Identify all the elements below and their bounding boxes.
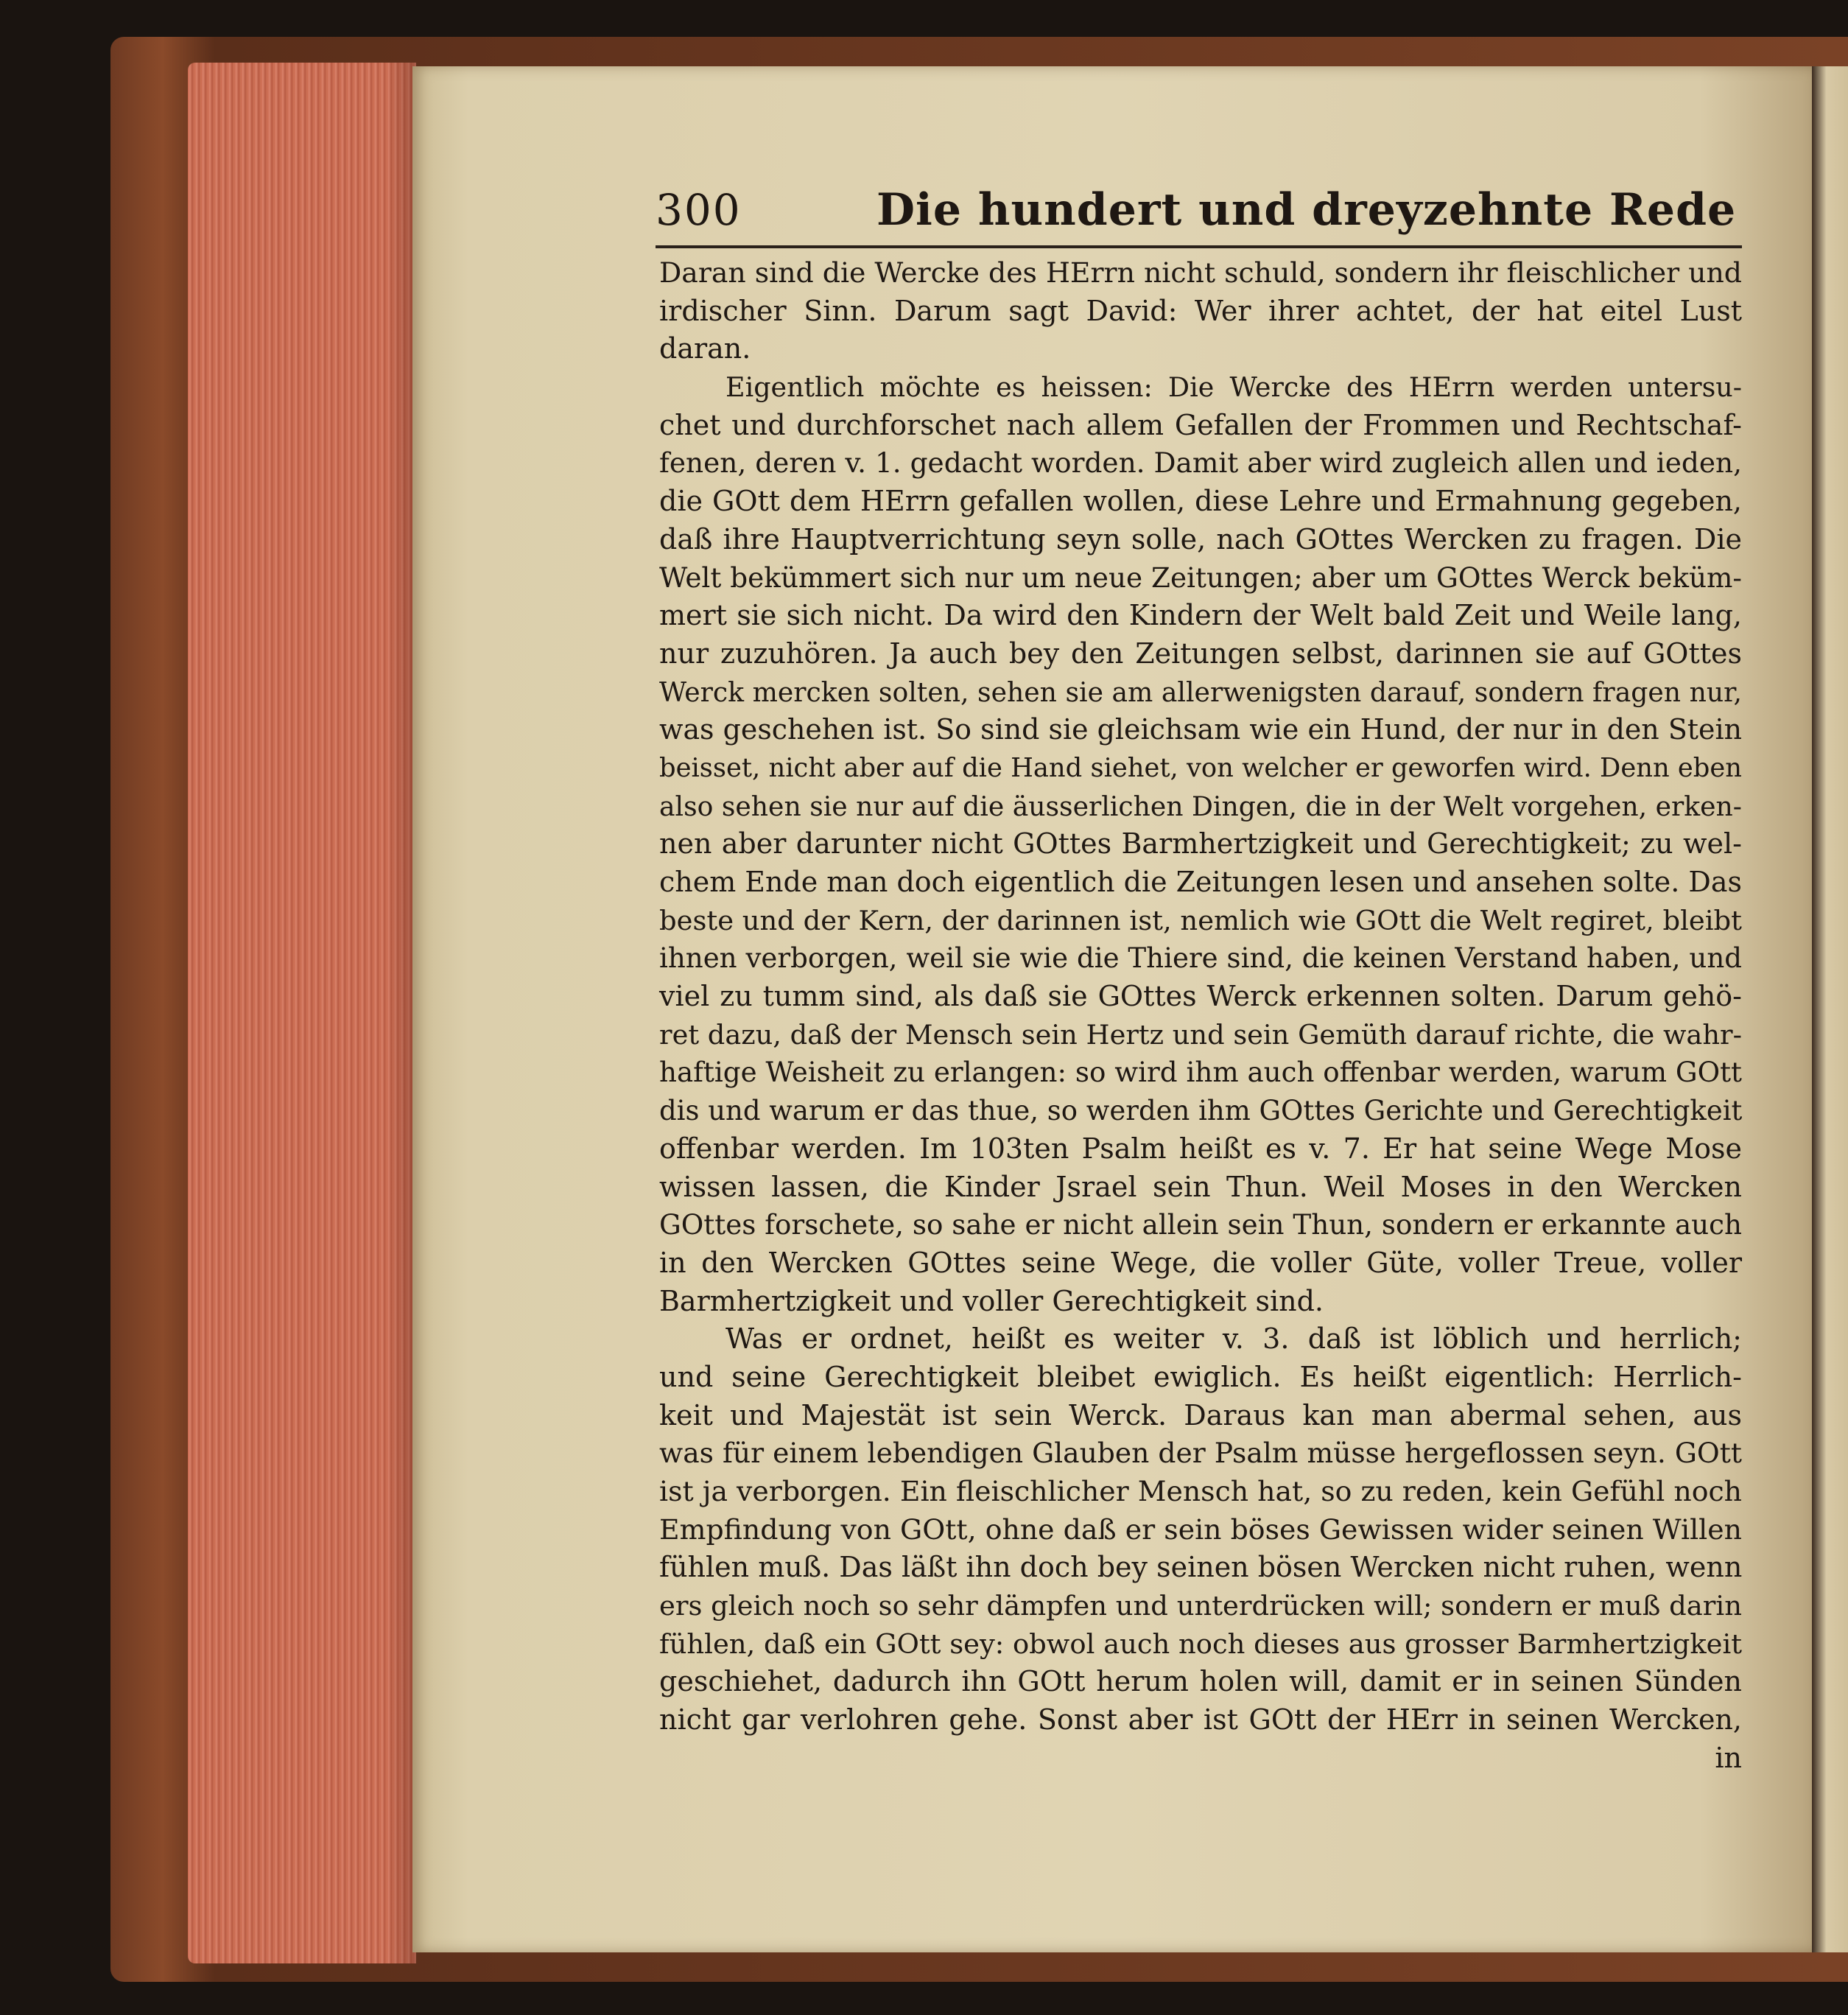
text-line: fühlen muß. Das läßt ihn doch bey seinen bösen Wercken nicht ruhen, wenn (659, 1551, 1743, 1584)
text-line: Barmhertzigkeit und voller Gerechtigkeit sind. (659, 1284, 1324, 1317)
text-line: keit und Majestät ist sein Werck. Daraus kan man abermal sehen, aus (659, 1398, 1742, 1431)
page-edges (188, 63, 416, 1963)
text-line: beisset, nicht aber auf die Hand siehet, von welcher er geworfen wird. Denn eben (659, 752, 1742, 783)
text-line: Welt bekümmert sich nur um neue Zeitungen; aber um GOttes Werck beküm- (659, 561, 1742, 594)
text-line: GOttes forschete, so sahe er nicht allein sein Thun, sondern er erkannte auch (659, 1208, 1742, 1241)
facing-page-edge (1812, 66, 1848, 1952)
text-line: chem Ende man doch eigentlich die Zeitungen lesen und ansehen solte. Das (659, 866, 1742, 898)
text-line: chet und durchforschet nach allem Gefallen der Frommen und Rechtschaf- (659, 408, 1742, 441)
text-line: fühlen, daß ein GOtt sey: obwol auch noch dieses aus grosser Barmhertzigkeit (659, 1627, 1743, 1660)
text-line: Eigentlich möchte es heissen: Die Wercke des HErrn werden untersu- (726, 371, 1742, 404)
text-line: ret dazu, daß der Mensch sein Hertz und sein Gemüth darauf richte, die wahr- (659, 1018, 1742, 1051)
catchword: in (1715, 1741, 1742, 1774)
text-line: ers gleich noch so sehr dämpfen und unterdrücken will; sondern er muß darin (659, 1590, 1742, 1622)
text-line: fenen, deren v. 1. gedacht worden. Damit aber wird zugleich allen und ieden, (659, 446, 1742, 480)
text-line: die GOtt dem HErrn gefallen wollen, diese Lehre und Ermahnung gegeben, (659, 485, 1742, 518)
text-line: in den Wercken GOttes seine Wege, die voller Güte, voller Treue, voller (659, 1246, 1742, 1279)
text-line: offenbar werden. Im 103ten Psalm heißt es v. 7. Er hat seine Wege Mose (659, 1132, 1742, 1165)
page-number: 300 (656, 185, 742, 235)
text-line: und seine Gerechtigkeit bleibet ewiglich. Es heißt eigentlich: Herrlich- (659, 1360, 1742, 1393)
text-line: nur zuzuhören. Ja auch bey den Zeitungen selbst, darinnen sie auf GOttes (659, 637, 1742, 670)
running-title: Die hundert und dreyzehnte Rede (876, 184, 1737, 236)
text-line: nicht gar verlohren gehe. Sonst aber ist GOtt der HErr in seinen Wercken, (659, 1703, 1742, 1737)
text-line: dis und warum er das thue, so werden ihm GOttes Gerichte und Gerechtigkeit (659, 1095, 1743, 1127)
text-line: viel zu tumm sind, als daß sie GOttes Werck erkennen solten. Darum gehö- (659, 980, 1742, 1013)
page-header (656, 181, 1742, 247)
text-line: was für einem lebendigen Glauben der Psalm müsse hergeflossen seyn. GOtt (659, 1437, 1742, 1470)
text-line: ihnen verborgen, weil sie wie die Thiere sind, die keinen Verstand haben, und (659, 942, 1742, 975)
text-line: daran. (659, 332, 751, 365)
text-line: nen aber darunter nicht GOttes Barmhertzigkeit und Gerechtigkeit; zu wel- (659, 827, 1742, 861)
text-line: also sehen sie nur auf die äusserlichen Dingen, die in der Welt vorgehen, erken- (659, 790, 1742, 822)
text-line: ist ja verborgen. Ein fleischlicher Mensch hat, so zu reden, kein Gefühl noch (659, 1475, 1742, 1507)
text-line: beste und der Kern, der darinnen ist, nemlich wie GOtt die Welt regiret, bleibt (659, 904, 1742, 936)
header-rule (656, 245, 1742, 248)
text-line: Werck mercken solten, sehen sie am allerwenigsten darauf, sondern fragen nur, (659, 676, 1742, 708)
text-line: geschiehet, dadurch ihn GOtt herum holen will, damit er in seinen Sünden (659, 1665, 1742, 1698)
text-line: haftige Weisheit zu erlangen: so wird ihm auch offenbar werden, warum GOtt (659, 1056, 1742, 1089)
text-line: wissen lassen, die Kinder Jsrael sein Thun. Weil Moses in den Wercken (659, 1170, 1742, 1203)
text-line: Daran sind die Wercke des HErrn nicht schuld, sondern ihr fleischlicher und (659, 256, 1742, 289)
text-line: Was er ordnet, heißt es weiter v. 3. daß ist löblich und herrlich; (726, 1322, 1742, 1356)
text-line: daß ihre Hauptverrichtung seyn solle, nach GOttes Wercken zu fragen. Die (659, 522, 1742, 556)
body-text (659, 254, 1742, 1778)
text-line: was geschehen ist. So sind sie gleichsam wie ein Hund, der nur in den Stein (659, 713, 1742, 746)
text-line: mert sie sich nicht. Da wird den Kindern der Welt bald Zeit und Weile lang, (659, 599, 1742, 632)
text-line: irdischer Sinn. Darum sagt David: Wer ihrer achtet, der hat eitel Lust (659, 294, 1742, 327)
text-line: Empfindung von GOtt, ohne daß er sein böses Gewissen wider seinen Willen (659, 1513, 1742, 1546)
